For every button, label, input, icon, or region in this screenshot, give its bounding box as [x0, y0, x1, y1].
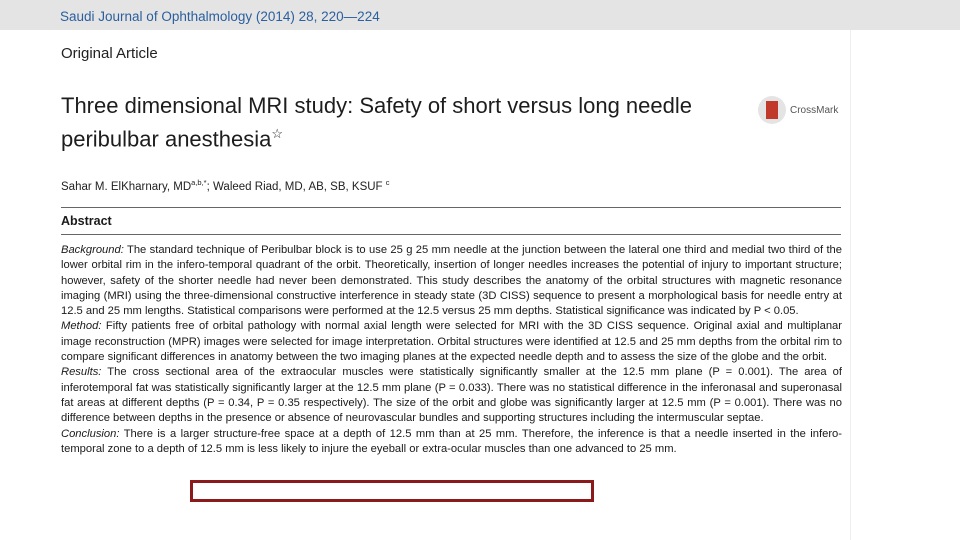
abstract-heading: Abstract	[61, 214, 112, 228]
section-label: Results:	[61, 366, 102, 379]
section-text: The standard technique of Peribulbar block is to use 25 g 25 mm needle at the junction between the lateral one third and medial two third of the lower orbital rim in the infero-temporal quadrant of the orbit. Theoretically, insertion of longer needles increases the potential of injury to important structure; however, safety of the shorter needle had never been demonstrated. This study describes the anatomy of the orbital structures with magnetic resonance imaging (MRI) using the three-dimensional constructive interference in steady state (3D CISS) sequence to present a morphological basis for needle entry at 12.5 and 25 mm lengths. Statistical comparisons were performed at the 12.5 versus 25 mm depths. Statistical significance was indicated by P < 0.05.	[61, 244, 842, 318]
article-title	[61, 92, 761, 153]
section-text: Fifty patients free of orbital pathology with normal axial length were selected for MRI with the 3D CISS sequence. Original axial and multiplanar image reconstruction (MPR) images were selected for image interpretation. Orbital structures were identified at 12.5 and 25 mm depths from the orbital rim to compare significant differences in anatomy between the two imaging planes at the expected needle depth and to assess the size of the globe and the orbit.	[61, 320, 842, 364]
author-name: Waleed Riad, MD, AB, SB, KSUF	[213, 180, 383, 193]
article-title-text: Three dimensional MRI study: Safety of short versus long needle peribulbar anesthesia	[61, 93, 692, 152]
author-affiliation: c	[385, 178, 390, 187]
abstract-top-rule	[61, 207, 841, 208]
abstract-heading-rule	[61, 234, 841, 235]
title-star-icon: ☆	[271, 126, 284, 141]
crossmark-label: CrossMark	[790, 104, 839, 116]
journal-header: Saudi Journal of Ophthalmology (2014) 28, 220—224	[60, 9, 380, 24]
author-name: Sahar M. ElKharnary, MD	[61, 180, 192, 193]
crossmark-badge[interactable]	[758, 96, 838, 124]
abstract-method	[61, 319, 842, 365]
abstract-conclusion	[61, 427, 842, 458]
section-text: There is a larger structure-free space at a depth of 12.5 mm than at 25 mm. Therefore, the inference is that a needle inserted in the infero-temporal zone to a depth of 12.5 mm is less likely to injure the eyeball or extra-ocular muscles than one advanced to 25 mm.	[61, 427, 842, 455]
section-label: Method:	[61, 320, 102, 333]
author-affiliation: a,b,*	[191, 178, 207, 187]
section-label: Background:	[61, 244, 124, 256]
article-type: Original Article	[61, 45, 158, 62]
abstract-body	[61, 243, 842, 457]
author-separator: ;	[206, 180, 213, 193]
section-label: Conclusion:	[61, 427, 120, 440]
abstract-results	[61, 365, 842, 426]
section-text: The cross sectional area of the extraocular muscles were statistically significantly smaller at the 12.5 mm plane (P = 0.001). The area of inferotemporal fat was statistically significantly larger at the 12.5 mm plane (P = 0.033). There was no statistical difference in the inferonasal and superonasal fat areas at different depths (P = 0.34, P = 0.35 respectively). The size of the orbit and globe was significantly larger at 12.5 mm (P = 0.001). There was no difference between depths in the presence or absence of neurovascular bundles and supporting structures including the intermuscular septae.	[61, 366, 842, 425]
crossmark-icon	[758, 96, 786, 124]
highlight-box	[190, 480, 594, 502]
author-list	[61, 178, 390, 193]
abstract-background	[61, 243, 842, 319]
